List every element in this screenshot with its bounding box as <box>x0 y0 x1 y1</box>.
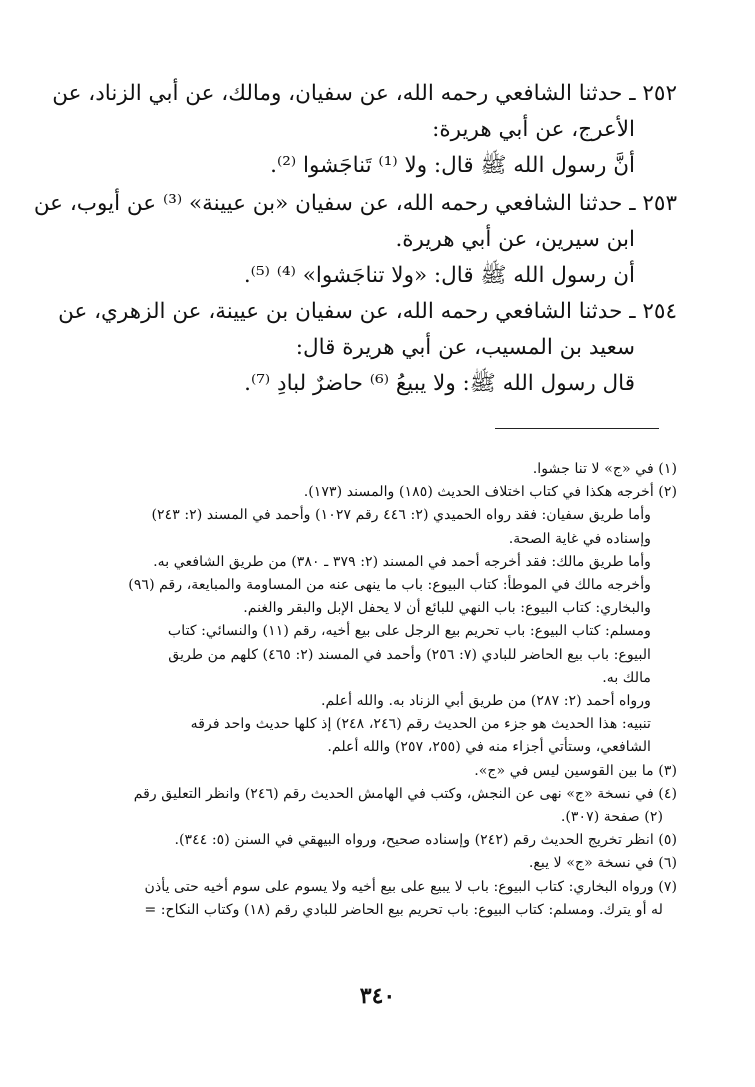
footnote-separator <box>495 428 659 429</box>
footnote-line: (٢) أخرجه هكذا في كتاب اختلاف الحديث (١٨٥) والمسند (١٧٣). <box>303 484 677 501</box>
hadith-line: قال رسول الله ﷺ: ولا يبيعُ ⁽⁶⁾ حاضرٌ لبادِ ⁽⁷⁾. <box>244 371 635 396</box>
footnote-line: الشافعي، وستأتي أجزاء منه في (٢٥٥، ٢٥٧) والله أعلم. <box>327 739 651 756</box>
footnote-line: (٧) ورواه البخاري: كتاب البيوع: باب لا يبيع على بيع أخيه ولا يسوم على سوم أخيه حتى يأذن <box>144 878 677 895</box>
footnote-line: له أو يترك. ومسلم: كتاب البيوع: باب تحريم بيع الحاضر للبادي رقم (١٨) وكتاب النكاح: = <box>144 901 663 918</box>
hadith-line: ابن سيرين، عن أبي هريرة. <box>395 227 635 252</box>
footnote-line: (٣) ما بين القوسين ليس في «ج». <box>474 762 677 779</box>
footnotes <box>77 458 677 922</box>
hadith-line: أنَّ رسول الله ﷺ قال: ولا ⁽¹⁾ تَناجَشوا ⁽²⁾. <box>270 153 635 178</box>
footnote-line: (١) في «ج» لا تنا جشوا. <box>532 461 677 477</box>
hadith-line: ٢٥٢ ـ حدثنا الشافعي رحمه الله، عن سفيان، ومالك، عن أبي الزناد، عن <box>52 81 677 106</box>
hadith-line: ٢٥٤ ـ حدثنا الشافعي رحمه الله، عن سفيان بن عيينة، عن الزهري، عن <box>58 299 677 324</box>
hadith-line: الأعرج، عن أبي هريرة: <box>432 117 635 142</box>
footnote-line: ومسلم: كتاب البيوع: باب تحريم بيع الرجل على بيع أخيه، رقم (١١) والنسائي: كتاب <box>167 623 651 640</box>
hadith-254 <box>58 294 677 402</box>
footnote-line: البيوع: باب بيع الحاضر للبادي (٧: ٢٥٦) وأحمد في المسند (٢: ٤٦٥) كلهم من طريق <box>168 646 651 663</box>
footnote-line: وأخرجه مالك في الموطأ: كتاب البيوع: باب ما ينهى عنه من المساومة والمبايعة، رقم (٩٦) <box>128 577 651 594</box>
footnote-line: والبخاري: كتاب البيوع: باب النهي للبائع أن لا يحفل الإبل والبقر والغنم. <box>243 600 651 617</box>
footnote-line: (٥) انظر تخريج الحديث رقم (٢٤٢) وإسناده صحيح، ورواه البيهقي في السنن (٥: ٣٤٤). <box>174 832 677 849</box>
footnote-line: تنبيه: هذا الحديث هو جزء من الحديث رقم (٢٤٦، ٢٤٨) إذ كلها حديث واحد فرقه <box>190 716 651 733</box>
footnote-line: (٤) في نسخة «ج» نهى عن النجش، وكتب في الهامش الحديث رقم (٢٤٦) وانظر التعليق رقم <box>133 785 677 802</box>
hadith-253 <box>33 186 677 294</box>
page-number: ٣٤٠ <box>359 983 396 1009</box>
hadith-line: سعيد بن المسيب، عن أبي هريرة قال: <box>295 335 635 360</box>
hadith-line: ٢٥٣ ـ حدثنا الشافعي رحمه الله، عن سفيان «بن عيينة» ⁽³⁾ عن أيوب، عن <box>33 191 677 216</box>
footnote-line: مالك به. <box>602 669 651 686</box>
hadith-line: أن رسول الله ﷺ قال: «ولا تناجَشوا» ⁽⁴⁾ ⁽⁵⁾. <box>243 263 635 288</box>
footnote-line: (٦) في نسخة «ج» لا يبع. <box>528 855 677 872</box>
footnote-line: ورواه أحمد (٢: ٢٨٧) من طريق أبي الزناد به. والله أعلم. <box>321 693 651 710</box>
footnote-line: وأما طريق سفيان: فقد رواه الحميدي (٢: ٤٤٦ رقم ١٠٢٧) وأحمد في المسند (٢: ٢٤٣) <box>151 507 651 524</box>
footnote-line: (٢) صفحة (٣٠٧). <box>560 809 663 826</box>
hadith-252 <box>52 76 677 184</box>
footnote-line: وإسناده في غاية الصحة. <box>508 530 651 547</box>
footnote-line: وأما طريق مالك: فقد أخرجه أحمد في المسند (٢: ٣٧٩ ـ ٣٨٠) من طريق الشافعي به. <box>153 553 651 570</box>
